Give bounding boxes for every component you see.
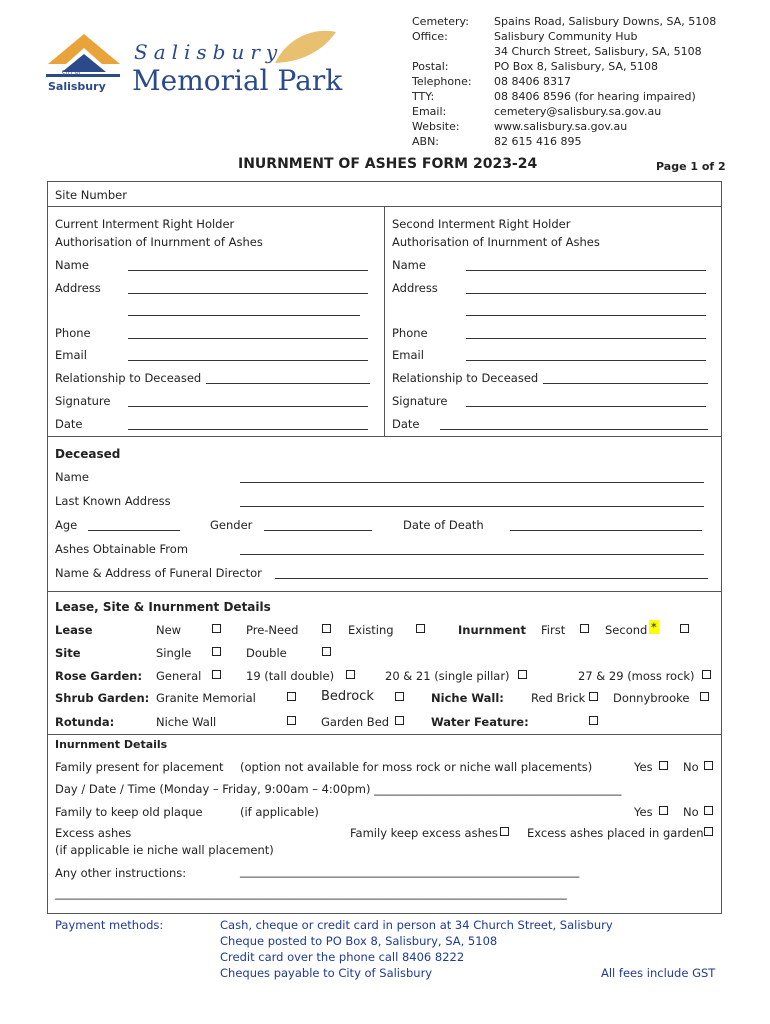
second-label: Second	[605, 623, 648, 637]
inurnment-label: Inurnment	[458, 623, 526, 637]
bedrock-checkbox[interactable]	[395, 692, 404, 701]
details-title: Inurnment Details	[55, 738, 168, 751]
second-checkbox[interactable]	[680, 624, 689, 633]
double-label: Double	[246, 646, 287, 660]
form-title: INURNMENT OF ASHES FORM 2023-24	[238, 156, 538, 172]
contact-value: 34 Church Street, Salisbury, SA, 5108	[494, 45, 702, 58]
family-keep-checkbox[interactable]	[500, 827, 509, 836]
garden-bed-checkbox[interactable]	[395, 716, 404, 725]
left-address-label: Address	[55, 281, 101, 295]
logo-script-text: Salisbury	[134, 40, 284, 64]
red-brick-label: Red Brick	[531, 691, 586, 705]
right-address-field-2[interactable]	[466, 315, 706, 316]
right-email-field[interactable]	[466, 360, 706, 361]
family-present-yes-label: Yes	[634, 760, 653, 774]
right-relationship-field[interactable]	[543, 383, 708, 384]
payment-line: Credit card over the phone call 8406 8222	[220, 950, 465, 964]
logo	[44, 28, 344, 108]
general-label: General	[156, 669, 202, 683]
contact-value: Salisbury Community Hub	[494, 30, 638, 43]
right-phone-label: Phone	[392, 326, 428, 340]
keep-plaque-no-label: No	[683, 805, 699, 819]
contact-values	[494, 14, 716, 149]
contact-value: www.salisbury.sa.gov.au	[494, 120, 628, 133]
site-label: Site	[55, 646, 81, 660]
right-holder-title: Second Interment Right Holder	[392, 217, 571, 231]
keep-plaque-yes-label: Yes	[634, 805, 653, 819]
payment-line: Cash, cheque or credit card in person at 34 Church Street, Salisbury	[220, 918, 613, 932]
new-label: New	[156, 623, 182, 637]
left-email-label: Email	[55, 348, 87, 362]
left-relationship-label: Relationship to Deceased	[55, 371, 202, 385]
first-label: First	[541, 623, 566, 637]
existing-checkbox[interactable]	[416, 624, 425, 633]
right-signature-field[interactable]	[466, 406, 706, 407]
divider	[47, 436, 722, 437]
right-date-field[interactable]	[440, 429, 708, 430]
excess-ashes-note: (if applicable ie niche wall placement)	[55, 843, 274, 857]
divider	[47, 734, 722, 735]
keep-plaque-yes-checkbox[interactable]	[659, 806, 668, 815]
left-name-label: Name	[55, 258, 89, 272]
day-date-time-label: Day / Date / Time (Monday – Friday, 9:00am – 4:00pm) ___________________________________________	[55, 782, 622, 796]
right-address-label: Address	[392, 281, 438, 295]
date-of-death-field[interactable]	[510, 530, 702, 531]
city-name: Salisbury	[48, 80, 106, 93]
general-checkbox[interactable]	[212, 670, 221, 679]
contact-label: Email:	[412, 105, 447, 118]
funeral-director-field[interactable]	[275, 578, 708, 579]
right-name-label: Name	[392, 258, 426, 272]
pre-need-label: Pre-Need	[246, 623, 299, 637]
niche-wall-label: Niche Wall	[156, 715, 217, 729]
ashes-from-label: Ashes Obtainable From	[55, 542, 189, 556]
water-feature-label: Water Feature:	[431, 715, 529, 729]
right-holder-subtitle: Authorisation of Inurnment of Ashes	[392, 235, 600, 249]
donnybrooke-checkbox[interactable]	[700, 692, 709, 701]
right-signature-label: Signature	[392, 394, 448, 408]
moss-rock-checkbox[interactable]	[702, 670, 711, 679]
red-brick-checkbox[interactable]	[589, 692, 598, 701]
contact-label: TTY:	[412, 90, 435, 103]
gender-field[interactable]	[264, 530, 372, 531]
contact-value: Spains Road, Salisbury Downs, SA, 5108	[494, 15, 717, 28]
tall-double-checkbox[interactable]	[346, 670, 355, 679]
right-name-field[interactable]	[466, 270, 706, 271]
gst-note: All fees include GST	[601, 966, 716, 980]
last-address-label: Last Known Address	[55, 494, 171, 508]
left-holder-title: Current Interment Right Holder	[55, 217, 235, 231]
single-label: Single	[156, 646, 192, 660]
right-phone-field[interactable]	[466, 338, 706, 339]
family-present-no-checkbox[interactable]	[704, 761, 713, 770]
funeral-director-label: Name & Address of Funeral Director	[55, 566, 262, 580]
contact-value: cemetery@salisbury.sa.gov.au	[494, 105, 662, 118]
lease-label: Lease	[55, 623, 93, 637]
new-checkbox[interactable]	[212, 624, 221, 633]
left-signature-field[interactable]	[128, 406, 368, 407]
gender-label: Gender	[210, 518, 253, 532]
date-of-death-label: Date of Death	[403, 518, 484, 532]
rose-garden-label: Rose Garden:	[55, 669, 143, 683]
keep-plaque-label: Family to keep old plaque	[55, 805, 203, 819]
leaf-icon	[270, 28, 340, 68]
existing-label: Existing	[348, 623, 394, 637]
right-relationship-label: Relationship to Deceased	[392, 371, 539, 385]
other-instructions-label: Any other instructions:	[55, 866, 187, 880]
double-checkbox[interactable]	[322, 647, 331, 656]
family-present-note: (option not available for moss rock or niche wall placements)	[240, 760, 593, 774]
pre-need-checkbox[interactable]	[322, 624, 331, 633]
donnybrooke-label: Donnybrooke	[613, 691, 690, 705]
left-date-label: Date	[55, 417, 83, 431]
age-field[interactable]	[88, 530, 180, 531]
granite-memorial-label: Granite Memorial	[156, 691, 256, 705]
contact-value: 08 8406 8596 (for hearing impaired)	[494, 90, 696, 103]
rotunda-label: Rotunda:	[55, 715, 115, 729]
contact-value: PO Box 8, Salisbury, SA, 5108	[494, 60, 658, 73]
left-name-field[interactable]	[128, 270, 368, 271]
logo-main-text: Memorial Park	[132, 64, 343, 97]
left-holder-subtitle: Authorisation of Inurnment of Ashes	[55, 235, 263, 249]
other-instructions-line-2[interactable]: _________________________________________________________________________________________	[55, 886, 567, 900]
contact-label: Telephone:	[412, 75, 472, 88]
contact-label: Office:	[412, 30, 448, 43]
contact-value: 82 615 416 895	[494, 135, 582, 148]
family-present-no-label: No	[683, 760, 699, 774]
family-keep-label: Family keep excess ashes	[350, 826, 498, 840]
moss-rock-label: 27 & 29 (moss rock)	[578, 669, 695, 683]
second-star: *	[651, 620, 657, 634]
contact-label: Cemetery:	[412, 15, 469, 28]
left-email-field[interactable]	[128, 360, 368, 361]
lease-title: Lease, Site & Inurnment Details	[55, 600, 271, 614]
divider	[47, 591, 722, 592]
payment-line: Cheque posted to PO Box 8, Salisbury, SA, 5108	[220, 934, 498, 948]
tall-double-label: 19 (tall double)	[246, 669, 335, 683]
keep-plaque-no-checkbox[interactable]	[704, 806, 713, 815]
contact-value: 08 8406 8317	[494, 75, 571, 88]
granite-memorial-checkbox[interactable]	[287, 692, 296, 701]
divider	[384, 206, 385, 436]
payment-label: Payment methods:	[55, 918, 164, 932]
keep-plaque-note: (if applicable)	[240, 805, 319, 819]
single-pillar-label: 20 & 21 (single pillar)	[385, 669, 510, 683]
last-address-field[interactable]	[240, 506, 704, 507]
shrub-garden-label: Shrub Garden:	[55, 691, 150, 705]
deceased-name-label: Name	[55, 470, 89, 484]
placed-garden-checkbox[interactable]	[704, 827, 713, 836]
right-email-label: Email	[392, 348, 424, 362]
contact-label: ABN:	[412, 135, 440, 148]
age-label: Age	[55, 518, 78, 532]
family-present-yes-checkbox[interactable]	[659, 761, 668, 770]
other-instructions-line-1[interactable]: ___________________________________________________________	[240, 864, 580, 878]
left-date-field[interactable]	[128, 429, 368, 430]
family-present-label: Family present for placement	[55, 760, 224, 774]
left-address-field[interactable]	[128, 293, 368, 294]
contact-label: Postal:	[412, 60, 449, 73]
single-pillar-checkbox[interactable]	[518, 670, 527, 679]
right-address-field[interactable]	[466, 293, 706, 294]
city-small: CITY OF	[62, 70, 82, 76]
contact-label: Website:	[412, 120, 460, 133]
contact-labels	[412, 14, 472, 149]
first-checkbox[interactable]	[580, 624, 589, 633]
left-relationship-field[interactable]	[206, 383, 370, 384]
right-date-label: Date	[392, 417, 420, 431]
niche-wall-section-label: Niche Wall:	[431, 691, 504, 705]
deceased-title: Deceased	[55, 447, 121, 461]
page-label: Page 1 of 2	[656, 160, 726, 173]
niche-wall-checkbox[interactable]	[287, 716, 296, 725]
deceased-name-field[interactable]	[240, 482, 704, 483]
placed-garden-label: Excess ashes placed in garden	[527, 826, 704, 840]
ashes-from-field[interactable]	[240, 554, 704, 555]
left-phone-field[interactable]	[128, 338, 368, 339]
water-feature-checkbox[interactable]	[589, 716, 598, 725]
left-phone-label: Phone	[55, 326, 91, 340]
bedrock-label: Bedrock	[321, 689, 374, 704]
single-checkbox[interactable]	[212, 647, 221, 656]
contact-label	[412, 44, 472, 59]
left-address-field-2[interactable]	[128, 315, 360, 316]
site-number-label: Site Number	[55, 188, 127, 202]
garden-bed-label: Garden Bed	[321, 715, 390, 729]
payment-line: Cheques payable to City of Salisbury	[220, 966, 433, 980]
excess-ashes-label: Excess ashes	[55, 826, 132, 840]
left-signature-label: Signature	[55, 394, 111, 408]
